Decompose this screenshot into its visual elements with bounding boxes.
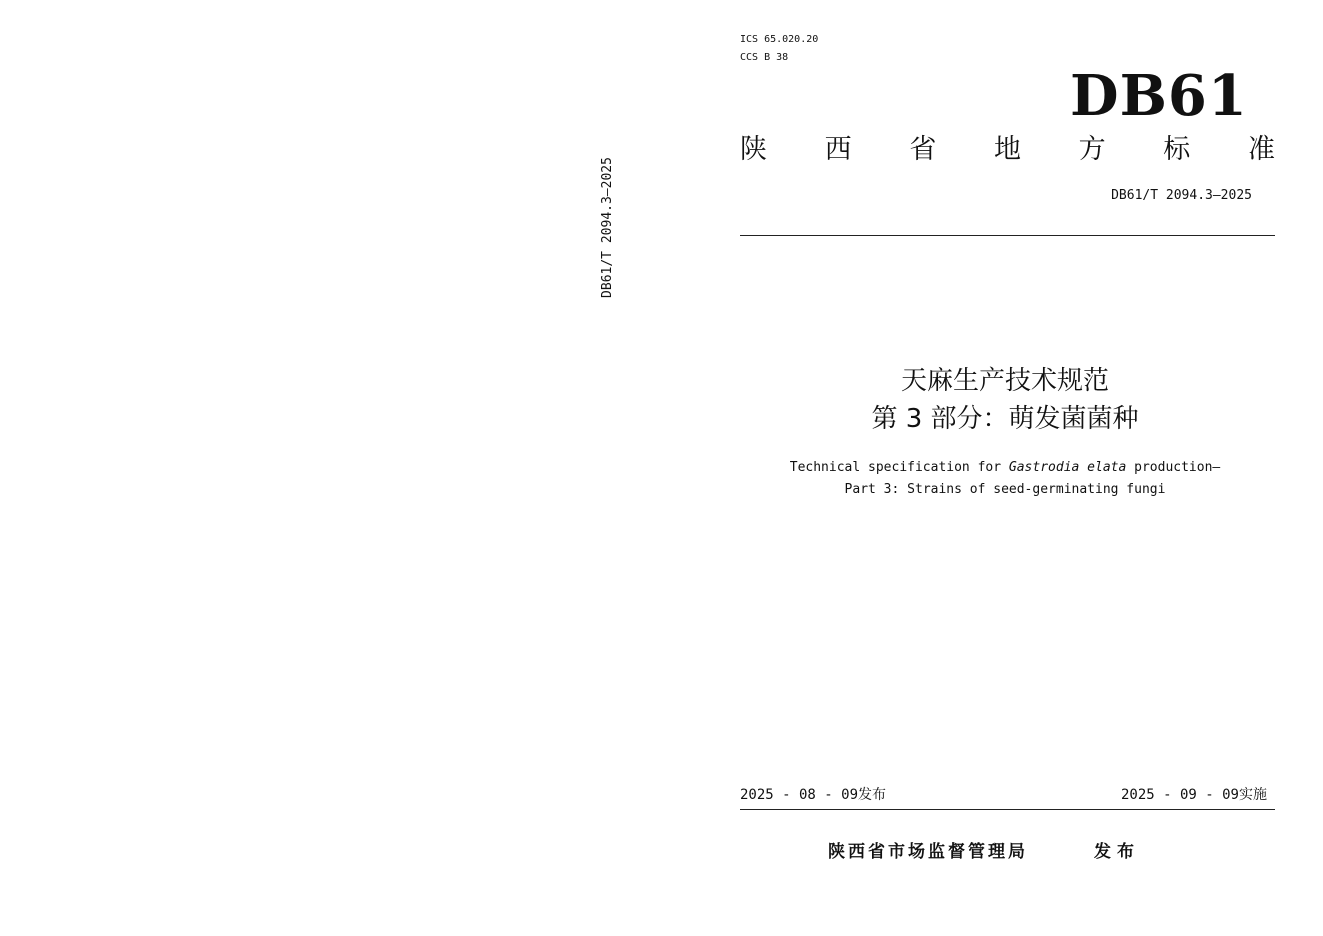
spine-standard-number: DB61/T 2094.3—2025 <box>600 157 615 298</box>
title-en-species: Gastrodia elata <box>1008 460 1127 475</box>
issuing-authority: 陕西省市场监督管理局 <box>828 842 1028 862</box>
standard-type-char: 陕 <box>740 134 767 165</box>
spine <box>598 150 618 305</box>
issue-date: 2025 - 08 - 09 <box>740 787 859 803</box>
ccs-code: CCS B 38 <box>740 52 789 63</box>
standard-type-char: 省 <box>909 134 937 165</box>
standard-type-char: 西 <box>824 134 852 165</box>
title-en-suffix: production— <box>1126 460 1221 475</box>
title-en-part: Part 3: Strains of seed-germinating fungi <box>844 482 1166 497</box>
db61-logo: DB61 <box>1070 63 1248 129</box>
ics-code: ICS 65.020.20 <box>740 34 819 45</box>
title-cn-part: 第 3 部分：萌发菌菌种 <box>871 404 1139 434</box>
footer-divider <box>740 809 1275 810</box>
standard-type <box>740 130 1275 170</box>
title-en-main <box>740 457 1270 479</box>
effective-date: 2025 - 09 - 09 <box>1120 787 1239 803</box>
issuer-action: 发布 <box>1094 842 1140 862</box>
standard-type-char: 地 <box>993 134 1021 165</box>
standard-number: DB61/T 2094.3—2025 <box>1111 188 1252 203</box>
header-divider <box>740 235 1275 236</box>
effective-date-line <box>1080 785 1267 805</box>
standard-type-char: 准 <box>1247 134 1275 165</box>
issue-date-line <box>740 785 886 805</box>
effective-label: 实施 <box>1239 787 1267 803</box>
title-cn-main: 天麻生产技术规范 <box>900 366 1109 396</box>
title-en-prefix: Technical specification for <box>789 460 1009 475</box>
issue-label: 发布 <box>858 787 887 803</box>
standard-type-char: 方 <box>1078 134 1106 165</box>
standard-type-char: 标 <box>1163 134 1191 165</box>
